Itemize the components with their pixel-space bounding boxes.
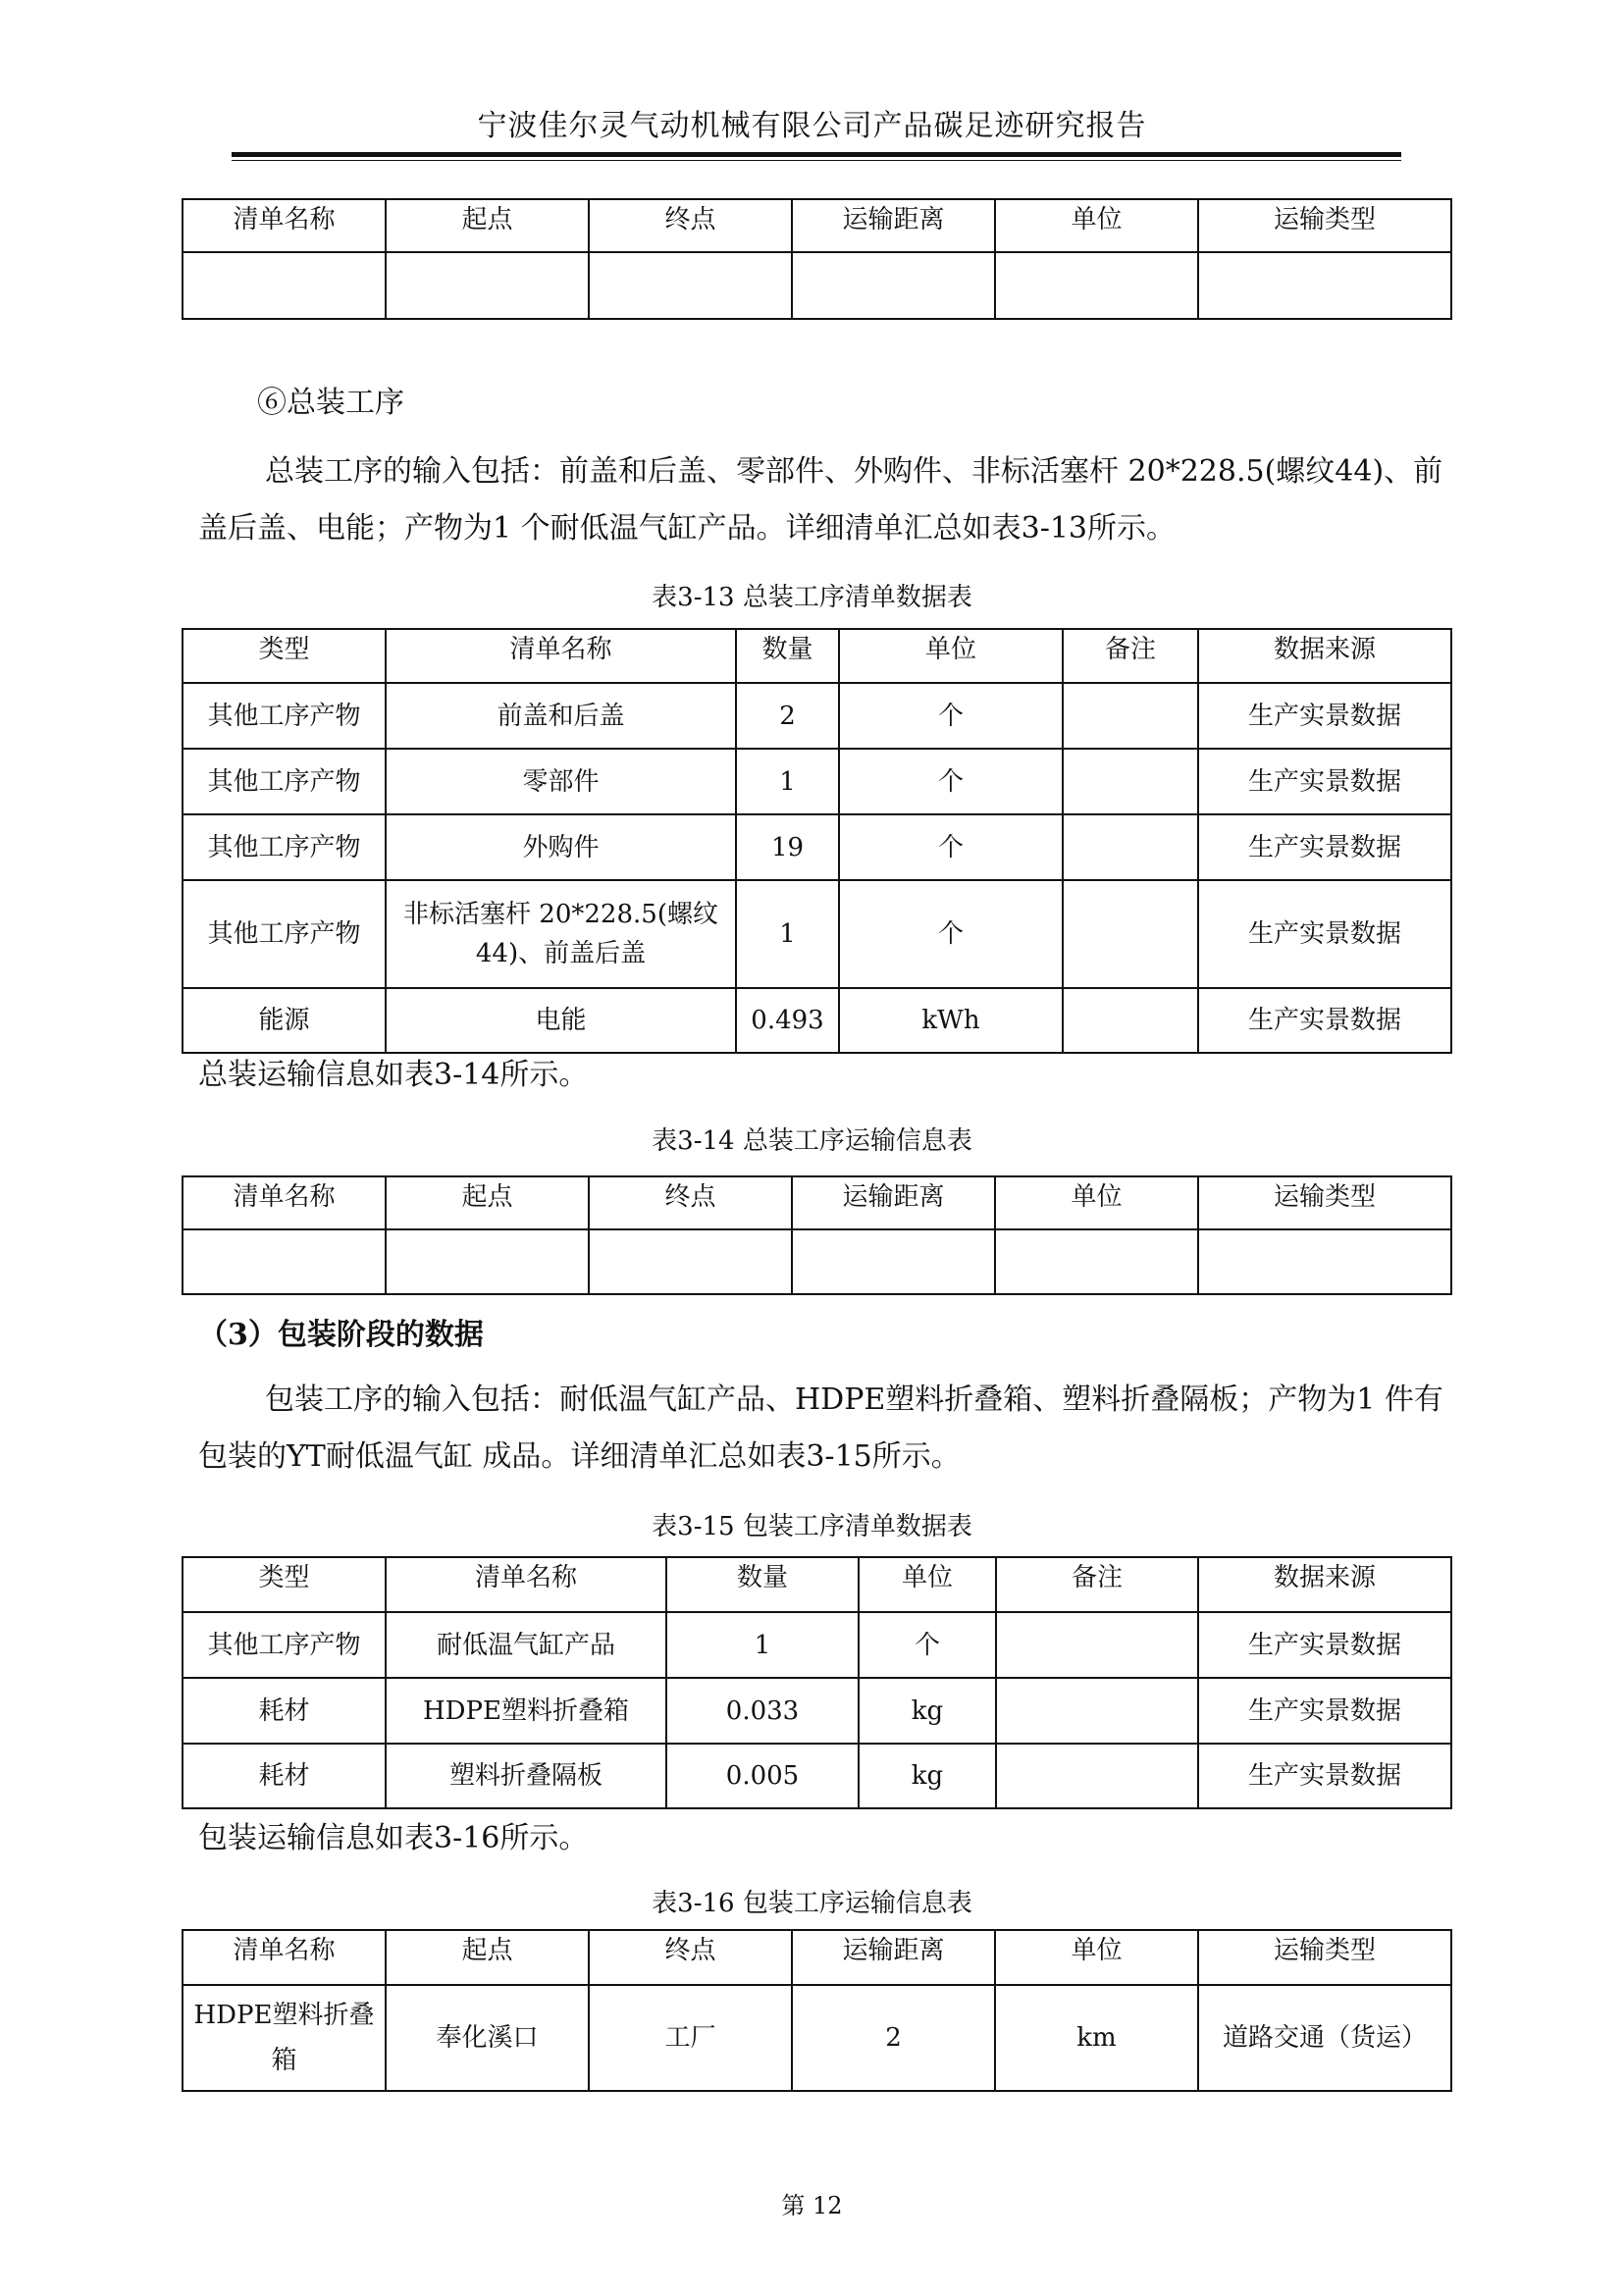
cell-note — [996, 1744, 1198, 1808]
col-header: 数据来源 — [1198, 629, 1451, 683]
col-header: 备注 — [1063, 629, 1198, 683]
empty-cell — [386, 1229, 589, 1294]
table-row — [183, 1985, 1451, 2091]
table-row — [183, 683, 1451, 749]
cell-unit: 个 — [839, 683, 1063, 749]
cell-type: 其他工序产物 — [183, 814, 386, 880]
col-header: 清单名称 — [386, 1557, 666, 1612]
col-header: 类型 — [183, 1557, 386, 1612]
col-header: 起点 — [386, 199, 589, 252]
section3-paragraph: 包装工序的输入包括：耐低温气缸产品、HDPE塑料折叠箱、塑料折叠隔板；产物为1 件有包装的YT耐低温气缸 成品。详细清单汇总如表3-15所示。 — [198, 1382, 1443, 1474]
section6-heading: ⑥总装工序 — [257, 386, 404, 420]
cell-type: 能源 — [183, 988, 386, 1053]
transport16-caption: 表3-16 包装工序运输信息表 — [652, 1889, 972, 1918]
table-row — [183, 1612, 1451, 1678]
cell-name: 耐低温气缸产品 — [386, 1612, 666, 1678]
col-header: 清单名称 — [183, 1930, 386, 1985]
cell-unit: 个 — [859, 1612, 996, 1678]
empty-cell — [995, 1229, 1198, 1294]
col-header: 数据来源 — [1198, 1557, 1451, 1612]
cell-note — [1063, 988, 1198, 1053]
transport14-caption: 表3-14 总装工序运输信息表 — [652, 1126, 972, 1156]
transport-table-16 — [182, 1929, 1452, 2092]
cell-type: 耗材 — [183, 1744, 386, 1808]
col-header: 起点 — [386, 1930, 589, 1985]
table-row — [183, 1744, 1451, 1808]
col-header: 运输距离 — [792, 199, 995, 252]
cell-note — [1063, 749, 1198, 814]
cell-transport-type: 道路交通（货运） — [1198, 1985, 1451, 2091]
cell-name: HDPE塑料折叠箱 — [183, 1985, 386, 2091]
cell-name: 零部件 — [386, 749, 736, 814]
col-header: 单位 — [859, 1557, 996, 1612]
page-header: 宁波佳尔灵气动机械有限公司产品碳足迹研究报告 — [477, 109, 1147, 143]
col-header: 运输类型 — [1198, 199, 1451, 252]
cell-source: 生产实景数据 — [1198, 814, 1451, 880]
transport-table-14 — [182, 1175, 1452, 1295]
section6-paragraph: 总装工序的输入包括：前盖和后盖、零部件、外购件、非标活塞杆 20*228.5(螺纹44)、前盖后盖、电能；产物为1 个耐低温气缸产品。详细清单汇总如表3-13所示。 — [198, 454, 1443, 546]
cell-unit: kg — [859, 1744, 996, 1808]
cell-type: 其他工序产物 — [183, 683, 386, 749]
cell-distance: 2 — [792, 1985, 995, 2091]
cell-name: 外购件 — [386, 814, 736, 880]
cell-unit: 个 — [839, 749, 1063, 814]
cell-note — [1063, 880, 1198, 988]
transport16-intro: 包装运输信息如表3-16所示。 — [198, 1821, 589, 1855]
section3-heading: （3）包装阶段的数据 — [198, 1318, 484, 1352]
cell-qty: 2 — [736, 683, 839, 749]
table13-caption: 表3-13 总装工序清单数据表 — [652, 583, 972, 612]
empty-cell — [183, 1229, 386, 1294]
header-rule-thick — [232, 152, 1401, 157]
table-row — [183, 880, 1451, 988]
cell-source: 生产实景数据 — [1198, 880, 1451, 988]
cell-note — [1063, 683, 1198, 749]
table-row — [183, 814, 1451, 880]
table-row — [183, 1678, 1451, 1744]
cell-source: 生产实景数据 — [1198, 988, 1451, 1053]
cell-type: 其他工序产物 — [183, 749, 386, 814]
cell-source: 生产实景数据 — [1198, 1744, 1451, 1808]
col-header: 终点 — [589, 1176, 792, 1229]
cell-qty: 0.033 — [666, 1678, 859, 1744]
col-header: 单位 — [995, 199, 1198, 252]
col-header: 清单名称 — [183, 199, 386, 252]
table-row — [183, 988, 1451, 1053]
col-header: 终点 — [589, 1930, 792, 1985]
cell-note — [996, 1612, 1198, 1678]
col-header: 类型 — [183, 629, 386, 683]
header-rule-thin — [232, 160, 1401, 161]
cell-type: 耗材 — [183, 1678, 386, 1744]
col-header: 运输类型 — [1198, 1930, 1451, 1985]
cell-qty: 1 — [736, 749, 839, 814]
cell-qty: 19 — [736, 814, 839, 880]
cell-qty: 1 — [666, 1612, 859, 1678]
cell-name: HDPE塑料折叠箱 — [386, 1678, 666, 1744]
col-header: 终点 — [589, 199, 792, 252]
col-header: 清单名称 — [386, 629, 736, 683]
table15 — [182, 1556, 1452, 1809]
cell-source: 生产实景数据 — [1198, 1612, 1451, 1678]
cell-name: 塑料折叠隔板 — [386, 1744, 666, 1808]
cell-source: 生产实景数据 — [1198, 749, 1451, 814]
col-header: 清单名称 — [183, 1176, 386, 1229]
empty-cell — [589, 252, 792, 319]
col-header: 备注 — [996, 1557, 1198, 1612]
empty-cell — [1198, 1229, 1451, 1294]
empty-cell — [386, 252, 589, 319]
cell-source: 生产实景数据 — [1198, 1678, 1451, 1744]
cell-source: 生产实景数据 — [1198, 683, 1451, 749]
cell-name: 前盖和后盖 — [386, 683, 736, 749]
empty-cell — [183, 252, 386, 319]
cell-unit: 个 — [839, 814, 1063, 880]
cell-note — [996, 1678, 1198, 1744]
cell-origin: 奉化溪口 — [386, 1985, 589, 2091]
col-header: 数量 — [736, 629, 839, 683]
cell-unit: 个 — [839, 880, 1063, 988]
col-header: 运输距离 — [792, 1930, 995, 1985]
empty-cell — [1198, 252, 1451, 319]
table15-caption: 表3-15 包装工序清单数据表 — [652, 1512, 972, 1541]
cell-type: 其他工序产物 — [183, 1612, 386, 1678]
col-header: 单位 — [995, 1930, 1198, 1985]
cell-unit: kWh — [839, 988, 1063, 1053]
col-header: 起点 — [386, 1176, 589, 1229]
empty-cell — [995, 252, 1198, 319]
col-header: 运输类型 — [1198, 1176, 1451, 1229]
table13 — [182, 628, 1452, 1054]
cell-unit: kg — [859, 1678, 996, 1744]
col-header: 单位 — [839, 629, 1063, 683]
cell-name: 非标活塞杆 20*228.5(螺纹44)、前盖后盖 — [386, 880, 736, 988]
col-header: 单位 — [995, 1176, 1198, 1229]
cell-note — [1063, 814, 1198, 880]
cell-destination: 工厂 — [589, 1985, 792, 2091]
cell-qty: 0.493 — [736, 988, 839, 1053]
transport-table-top — [182, 198, 1452, 320]
page-number: 第 12 — [781, 2192, 843, 2219]
empty-cell — [792, 1229, 995, 1294]
table-row — [183, 749, 1451, 814]
cell-qty: 1 — [736, 880, 839, 988]
cell-qty: 0.005 — [666, 1744, 859, 1808]
col-header: 数量 — [666, 1557, 859, 1612]
cell-unit: km — [995, 1985, 1198, 2091]
cell-type: 其他工序产物 — [183, 880, 386, 988]
transport14-intro: 总装运输信息如表3-14所示。 — [198, 1058, 589, 1092]
cell-name: 电能 — [386, 988, 736, 1053]
empty-cell — [589, 1229, 792, 1294]
col-header: 运输距离 — [792, 1176, 995, 1229]
empty-cell — [792, 252, 995, 319]
